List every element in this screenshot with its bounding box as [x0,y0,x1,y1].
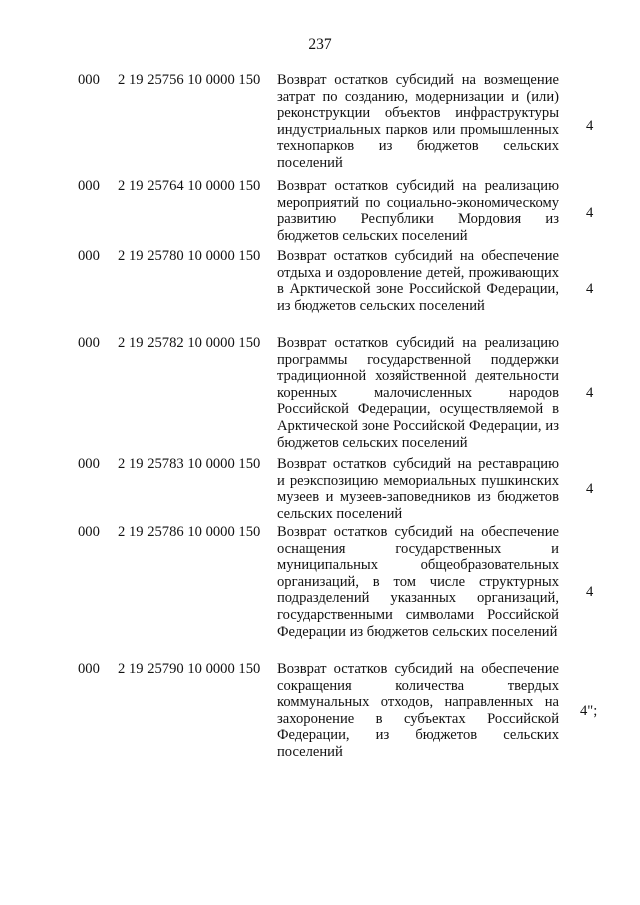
page-number: 237 [308,36,332,53]
distribution-norm: 4 [586,205,594,221]
revenue-description: Возврат остатков субсидий на реставрацию и реэкспозицию мемориальных пушкинских музеев и музеев-заповедников из бюджетов сельских поселений [277,456,559,522]
revenue-description: Возврат остатков субсидий на обеспечение сокращения количества твердых коммунальных отходов, направленных на захоронение в субъектах Российской Федерации, из бюджетов сельских поселений [277,661,559,760]
admin-code: 000 [78,661,100,677]
budget-classification-code: 2 19 25782 10 0000 150 [118,335,261,351]
budget-classification-code: 2 19 25764 10 0000 150 [118,178,261,194]
admin-code: 000 [78,524,100,540]
admin-code: 000 [78,335,100,351]
admin-code: 000 [78,456,100,472]
admin-code: 000 [78,178,100,194]
distribution-norm: 4 [586,584,594,600]
budget-classification-code: 2 19 25786 10 0000 150 [118,524,261,540]
budget-classification-code: 2 19 25790 10 0000 150 [118,661,261,677]
distribution-norm: 4 [586,385,594,401]
distribution-norm: 4 [586,281,594,297]
revenue-description: Возврат остатков субсидий на обеспечение отдыха и оздоровление детей, проживающих в Арктической зоне Российской Федерации, из бюджетов сельских поселений [277,248,559,314]
admin-code: 000 [78,72,100,88]
revenue-description: Возврат остатков субсидий на обеспечение оснащения государственных и муниципальных общеобразовательных организаций, в том числе структурных подразделений указанных организаций, государственными символами Российской Федерации из бюджетов сельских поселений [277,524,559,640]
distribution-norm: 4 [586,118,594,134]
distribution-norm: 4"; [580,703,598,719]
revenue-description: Возврат остатков субсидий на реализацию программы государственной поддержки традиционной хозяйственной деятельности коренных малочисленных народов Российской Федерации, осуществляемой в Арктической зоне Российской Федерации, из бюджетов сельских поселений [277,335,559,451]
budget-classification-code: 2 19 25780 10 0000 150 [118,248,261,264]
revenue-description: Возврат остатков субсидий на возмещение затрат по созданию, модернизации и (или) реконструкции объектов инфраструктуры индустриальных парков или промышленных технопарков из бюджетов сельских поселений [277,72,559,171]
revenue-description: Возврат остатков субсидий на реализацию мероприятий по социально-экономическому развитию Республики Мордовия из бюджетов сельских поселений [277,178,559,244]
budget-classification-code: 2 19 25756 10 0000 150 [118,72,261,88]
admin-code: 000 [78,248,100,264]
budget-classification-code: 2 19 25783 10 0000 150 [118,456,261,472]
distribution-norm: 4 [586,481,594,497]
